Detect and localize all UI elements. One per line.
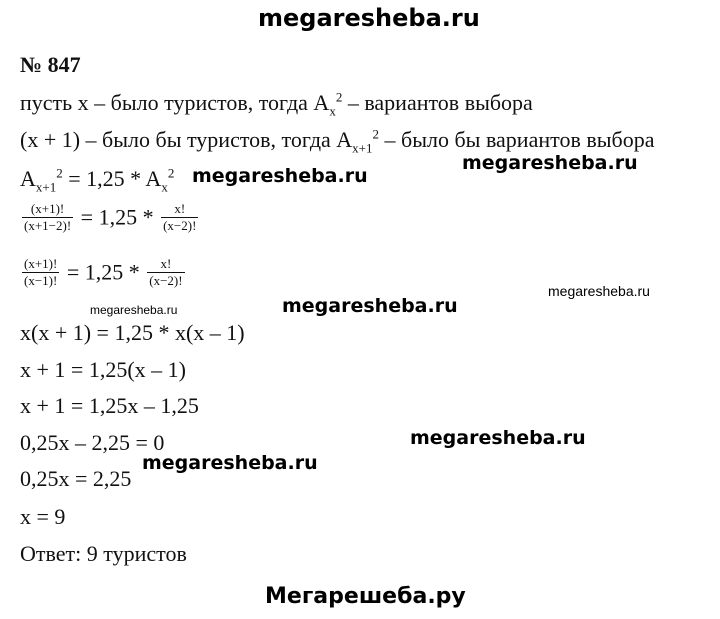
fraction-3	[22, 257, 59, 288]
header-site: megaresheba.ru	[258, 4, 480, 32]
line-1-a: пусть x – было туристов, тогда A	[20, 90, 330, 115]
fraction-1	[22, 202, 73, 233]
line-10: 0,25x = 2,25	[20, 466, 132, 491]
fraction-2-numerator: x!	[174, 201, 186, 216]
fraction-4-denominator: (x−2)!	[149, 273, 183, 288]
line-3-b: = 1,25 * A	[62, 166, 162, 191]
watermark-7: megaresheba.ru	[142, 452, 318, 474]
line-1-sup: 2	[335, 89, 343, 105]
answer: Ответ: 9 туристов	[20, 541, 187, 566]
watermark-5: megaresheba.ru	[282, 295, 458, 317]
watermark-6: megaresheba.ru	[410, 427, 586, 449]
line-5	[20, 257, 187, 288]
line-1-b: – вариантов выбора	[342, 90, 533, 115]
fraction-2	[161, 202, 198, 233]
line-2-sup: 2	[372, 126, 380, 142]
line-4	[20, 202, 200, 233]
watermark-3: megaresheba.ru	[548, 283, 650, 299]
line-5-mid: = 1,25 *	[61, 259, 146, 285]
watermark-2: megaresheba.ru	[192, 165, 368, 187]
line-3-sup2: 2	[167, 165, 175, 181]
line-7: x + 1 = 1,25(x – 1)	[20, 357, 186, 382]
line-2	[20, 126, 655, 156]
line-2-sub: x+1	[352, 140, 373, 156]
problem-number: № 847	[20, 52, 81, 77]
line-3-sub1: x+1	[35, 179, 57, 195]
fraction-3-numerator: (x+1)!	[24, 256, 58, 271]
line-6: x(x + 1) = 1,25 * x(x – 1)	[20, 320, 245, 345]
fraction-3-denominator: (x−1)!	[24, 273, 58, 288]
fraction-2-denominator: (x−2)!	[163, 218, 197, 233]
line-2-b: – было бы вариантов выбора	[379, 127, 655, 152]
line-3-sub2: x	[161, 179, 168, 195]
line-3-sup1: 2	[56, 165, 63, 181]
line-1-sub: x	[329, 103, 336, 119]
fraction-4-numerator: x!	[160, 256, 172, 271]
line-4-mid: = 1,25 *	[75, 204, 160, 230]
footer-site: Мегарешеба.ру	[265, 584, 466, 609]
watermark-1: megaresheba.ru	[462, 152, 638, 174]
line-2-a: (x + 1) – было бы туристов, тогда A	[20, 127, 353, 152]
fraction-1-denominator: (x+1−2)!	[24, 218, 72, 233]
line-3-a: A	[20, 166, 36, 191]
line-11: x = 9	[20, 504, 66, 529]
watermark-4: megaresheba.ru	[90, 303, 178, 317]
fraction-1-numerator: (x+1)!	[30, 201, 65, 216]
fraction-4	[147, 257, 184, 288]
line-1	[20, 89, 533, 119]
line-3	[20, 165, 175, 195]
line-9: 0,25x – 2,25 = 0	[20, 430, 165, 455]
line-8: x + 1 = 1,25x – 1,25	[20, 393, 199, 418]
